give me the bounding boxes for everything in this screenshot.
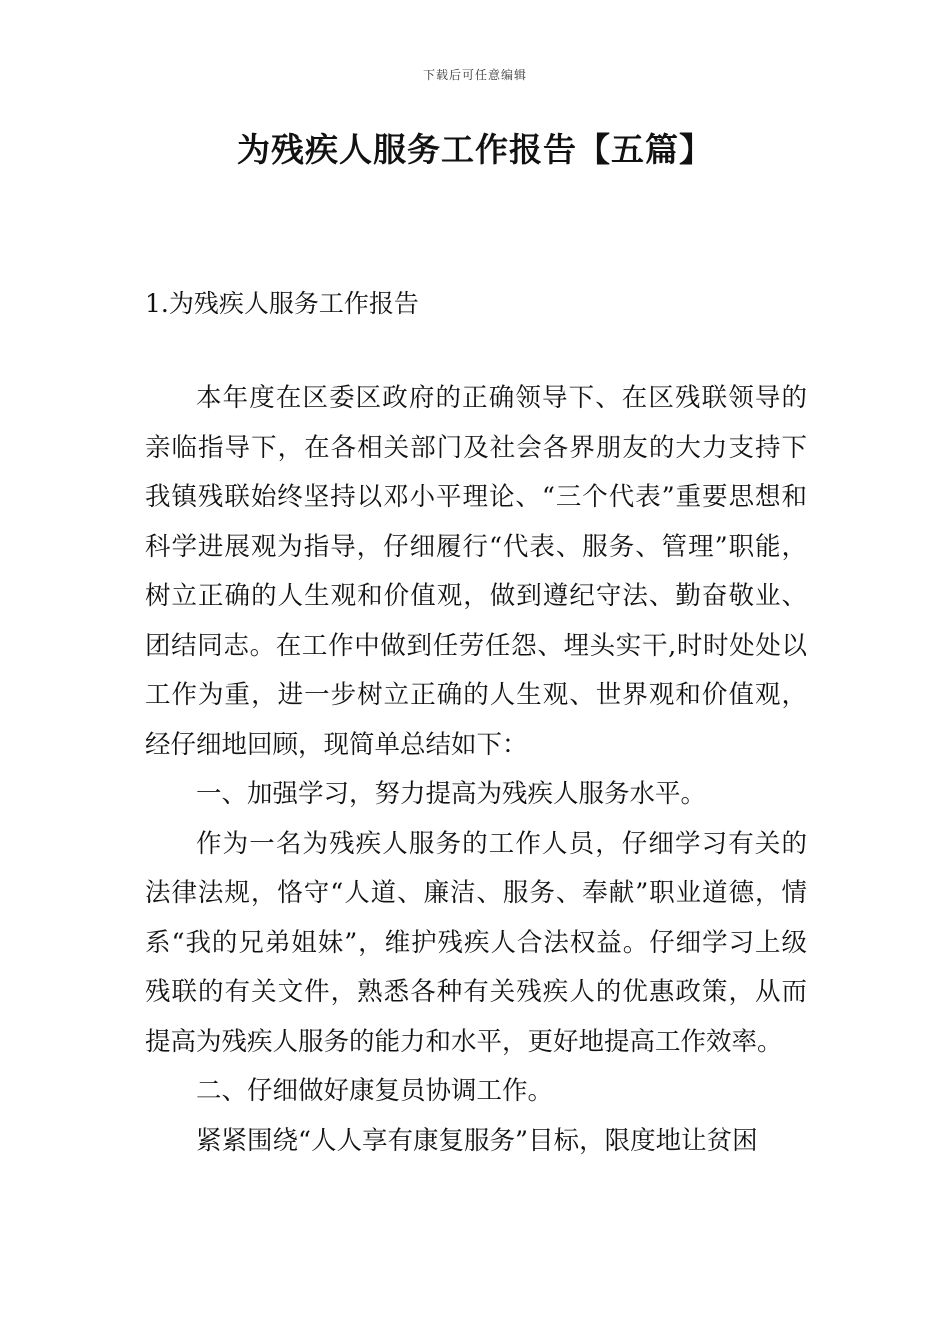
paragraph-heading-one: 一、加强学习，努力提高为残疾人服务水平。 bbox=[196, 779, 707, 809]
header-note: 下载后可任意编辑 bbox=[422, 68, 527, 82]
paragraph-heading-two: 二、仔细做好康复员协调工作。 bbox=[196, 1076, 554, 1106]
paragraph-intro: 本年度在区委区政府的正确领导下、在区残联领导的亲临指导下，在各相关部门及社会各界朋友的大力支持下我镇残联始终坚持以邓小平理论、“三个代表”重要思想和科学进展观为指导，仔细履行“代表、服务、管理”职能，树立正确的人生观和价值观，做到遵纪守法、勤奋敬业、团结同志。在工作中做到任劳任怨、埋头实干,时时处处以工作为重，进一步树立正确的人生观、世界观和价值观，经仔细地回顾，现简单总结如下： bbox=[145, 383, 807, 760]
body-text bbox=[145, 374, 807, 1166]
paragraph-rehab: 紧紧围绕“人人享有康复服务”目标，限度地让贫困 bbox=[196, 1125, 758, 1156]
document-title: 为残疾人服务工作报告【五篇】 bbox=[237, 130, 713, 169]
paragraph-study: 作为一名为残疾人服务的工作人员，仔细学习有关的法律法规，恪守“人道、廉洁、服务、奉献”职业道德，情系“我的兄弟姐妹”，维护残疾人合法权益。仔细学习上级残联的有关文件，熟悉各种有关残疾人的优惠政策，从而提高为残疾人服务的能力和水平，更好地提高工作效率。 bbox=[145, 828, 807, 1057]
section-heading: 1.为残疾人服务工作报告 bbox=[145, 289, 419, 318]
